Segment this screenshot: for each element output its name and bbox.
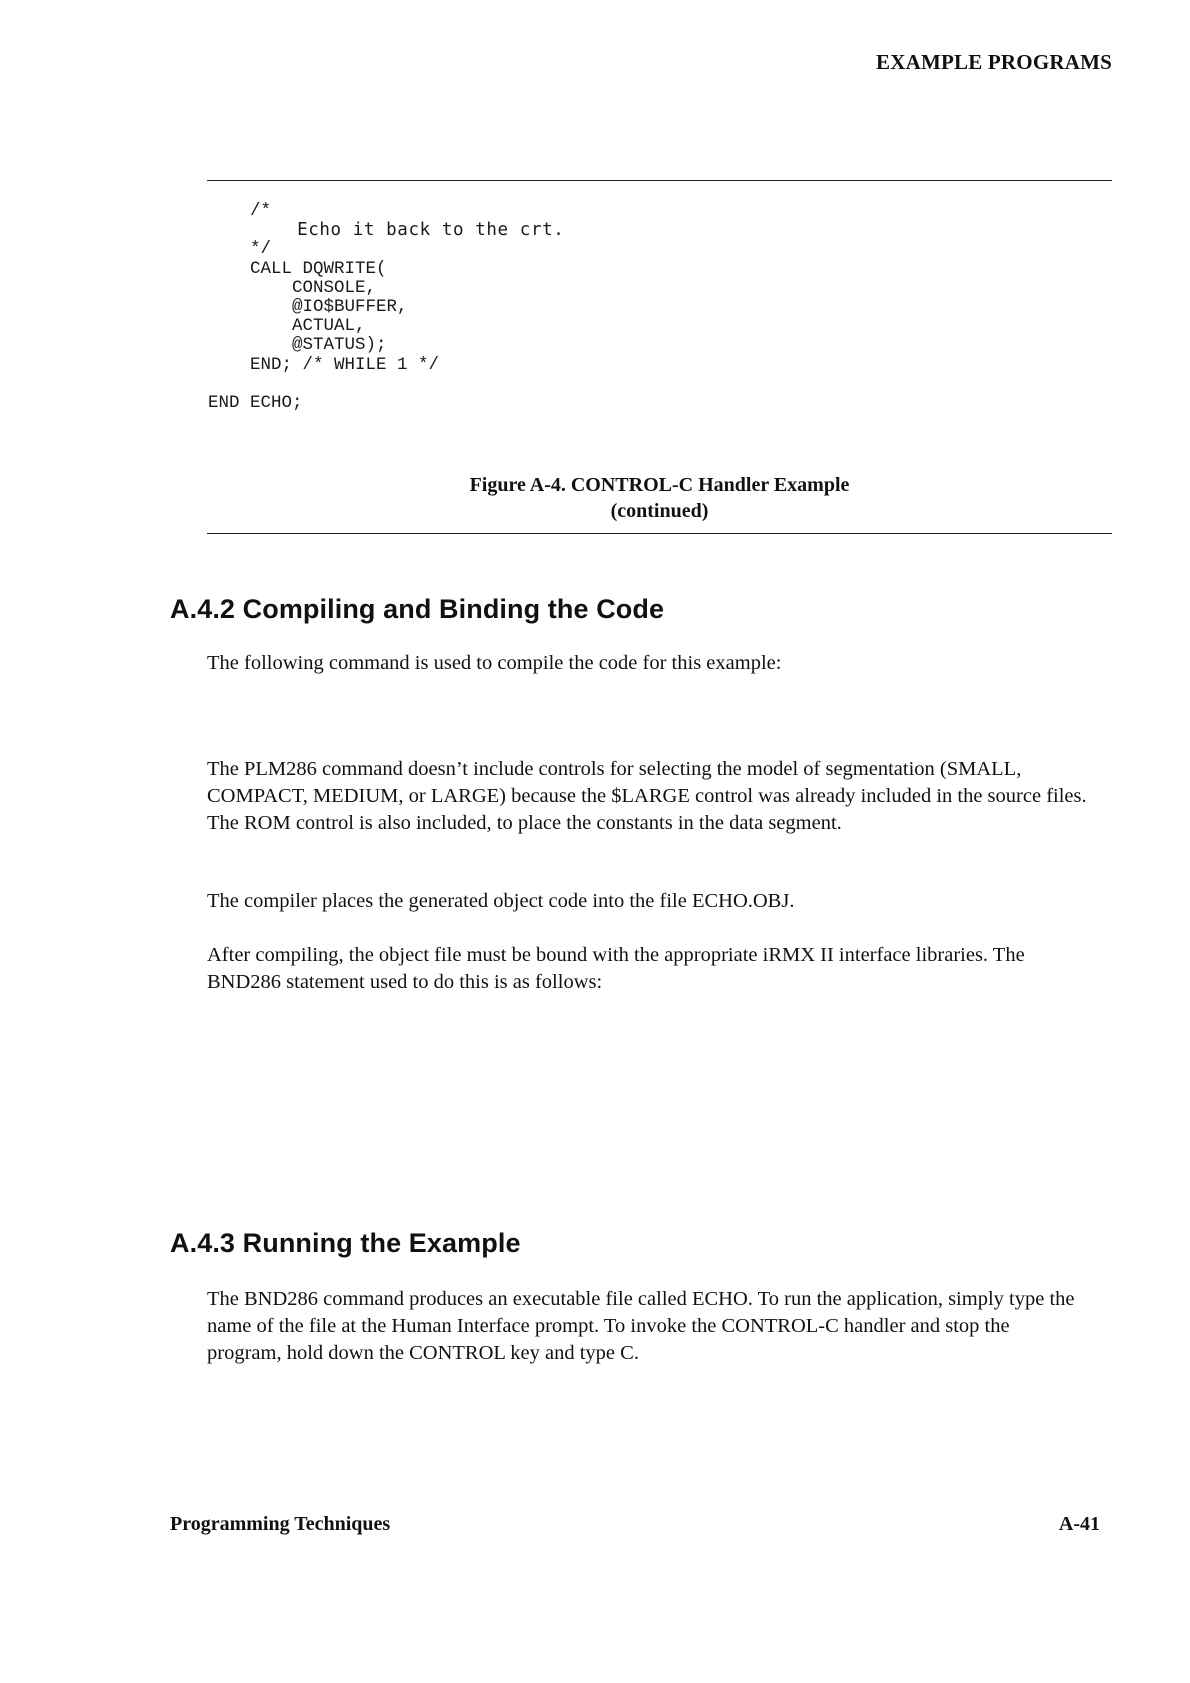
section-heading-compiling: A.4.2 Compiling and Binding the Code	[170, 594, 665, 624]
figure-bottom-rule	[207, 533, 1112, 534]
code-line: @STATUS);	[208, 335, 387, 356]
code-line	[208, 375, 564, 394]
running-head: EXAMPLE PROGRAMS	[876, 50, 1112, 74]
figure-caption	[207, 472, 1112, 524]
figure-caption-title: Figure A-4. CONTROL-C Handler Example	[469, 474, 850, 496]
code-line: CONSOLE,	[208, 277, 377, 298]
footer-page-number: A-41	[1058, 1513, 1100, 1535]
code-line: */	[208, 239, 272, 260]
paragraph-object-file: The compiler places the generated object code into the file ECHO.OBJ.	[207, 890, 795, 912]
paragraph-compile-intro: The following command is used to compile the code for this example:	[207, 652, 782, 674]
code-line: END; /* WHILE 1 */	[208, 354, 440, 375]
figure-top-rule	[207, 180, 1112, 181]
section-heading-running: A.4.3 Running the Example	[170, 1228, 521, 1258]
paragraph-binding: After compiling, the object file must be bound with the appropriate iRMX II interface libraries. The BND286 statement used to do this is as follows:	[207, 944, 1025, 993]
code-line: /*	[208, 201, 272, 221]
paragraph-plm286-controls: The PLM286 command doesn’t include controls for selecting the model of segmentation (SMALL, COMPACT, MEDIUM, or LARGE) because the $LARGE control was already included in the source files. The ROM control is also included, to place the constants in the data segment.	[207, 758, 1087, 834]
footer-book-title: Programming Techniques	[170, 1513, 391, 1535]
code-line: Echo it back to the crt.	[208, 220, 565, 241]
paragraph-running: The BND286 command produces an executable file called ECHO. To run the application, simply type the name of the file at the Human Interface prompt. To invoke the CONTROL-C handler and stop the program, hold down the CONTROL key and type C.	[207, 1288, 1075, 1364]
figure-caption-continued: (continued)	[610, 500, 709, 522]
code-line: CALL DQWRITE(	[208, 258, 387, 279]
code-line: @IO$BUFFER,	[208, 297, 408, 318]
code-line: ACTUAL,	[208, 316, 366, 337]
code-line: END ECHO;	[208, 393, 303, 414]
code-listing	[208, 202, 564, 413]
